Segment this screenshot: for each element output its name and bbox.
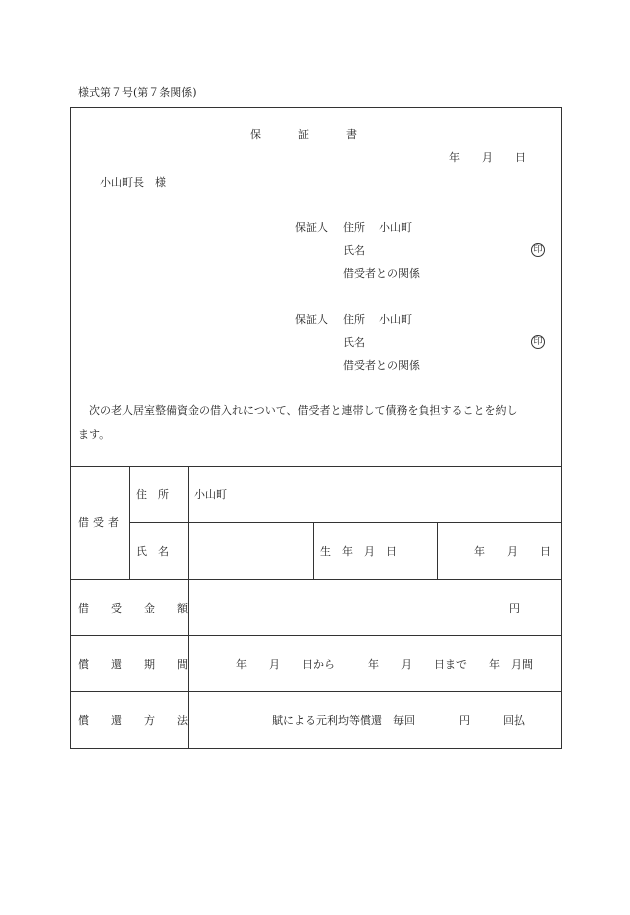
borrower-label: 借受者 xyxy=(78,516,123,529)
address-label: 住所 xyxy=(343,221,365,234)
repayment-period-value: 年 月 日から 年 月 日まで 年 月間 xyxy=(236,658,533,671)
relation-label: 借受者との関係 xyxy=(343,359,420,372)
document-title: 保 証 書 xyxy=(250,128,358,141)
name-label: 氏名 xyxy=(343,336,365,349)
repayment-method-label: 償還方法 xyxy=(78,714,210,727)
birth-date-value: 年 月 日 xyxy=(474,545,551,558)
seal-mark: 印 xyxy=(531,335,545,349)
name-label: 氏名 xyxy=(343,244,365,257)
name-label: 氏 名 xyxy=(136,545,169,558)
table-divider xyxy=(129,522,561,523)
repayment-method-value: 賦による元利均等償還 毎回 円 回払 xyxy=(272,714,525,727)
form-number: 様式第７号(第７条関係) xyxy=(78,86,197,99)
address-value: 小山町 xyxy=(379,221,412,234)
table-divider xyxy=(70,635,562,636)
statement-line-1: 次の老人居室整備資金の借入れについて、借受者と連帯して債務を負担することを約し xyxy=(89,404,518,417)
guarantor-role: 保証人 xyxy=(295,221,328,234)
relation-label: 借受者との関係 xyxy=(343,267,420,280)
address-value: 小山町 xyxy=(379,313,412,326)
borrower-address-value: 小山町 xyxy=(194,488,227,501)
guarantor-role: 保証人 xyxy=(295,313,328,326)
date-line: 年 月 日 xyxy=(449,151,526,164)
birth-date-label: 生 年 月 日 xyxy=(320,545,397,558)
statement-line-2: ます。 xyxy=(78,428,111,441)
address-label: 住 所 xyxy=(136,488,169,501)
table-divider xyxy=(129,466,130,579)
table-divider xyxy=(437,523,438,579)
repayment-period-label: 償還期間 xyxy=(78,658,210,671)
seal-mark: 印 xyxy=(531,243,545,257)
loan-amount-label: 借受金額 xyxy=(78,602,210,615)
addressee: 小山町長 様 xyxy=(100,176,166,189)
table-divider xyxy=(70,579,562,580)
table-divider xyxy=(313,523,314,579)
table-divider xyxy=(70,691,562,692)
address-label: 住所 xyxy=(343,313,365,326)
yen-unit: 円 xyxy=(509,602,520,615)
